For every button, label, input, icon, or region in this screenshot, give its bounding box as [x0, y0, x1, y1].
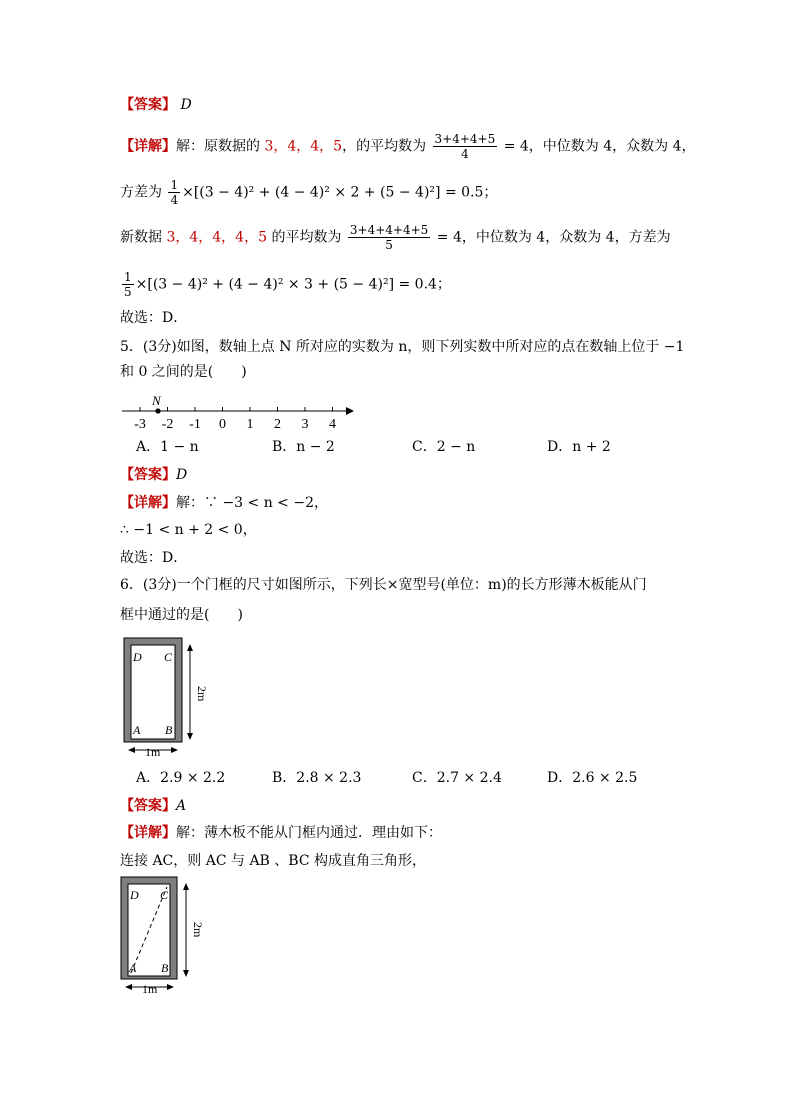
number-line-figure — [118, 392, 358, 432]
label-a: A — [129, 961, 137, 975]
axis-tick-label: 3 — [301, 417, 309, 432]
detail-tag: 【详解】 — [120, 138, 176, 155]
width-arrow-right — [171, 747, 178, 753]
q6-option-b: B．2.8 × 2.3 — [272, 770, 362, 786]
label-d: D — [130, 888, 139, 902]
q6-detail-line1: 【详解】解：薄木板不能从门框内通过．理由如下： — [120, 825, 442, 841]
q4-detail-line1: 【详解】解：原数据的 3，4，4，5，的平均数为 $\frac{3+4+4+5}{4}$ = 4，中位数为 4，众数为 4， — [120, 132, 696, 161]
q5-detail-line2: ∴ −1 < n + 2 < 0， — [120, 522, 257, 538]
width-arrow-right — [167, 984, 174, 990]
height-arrow-bottom — [183, 970, 189, 977]
label-b: B — [161, 961, 169, 975]
q5-option-c: C．2 − n — [412, 439, 476, 455]
answer-tag: 【答案】 — [120, 97, 176, 113]
q6-option-d: D．2.6 × 2.5 — [547, 770, 638, 786]
point-n — [155, 408, 160, 413]
q6-detail-line2: 连接 AC，则 AC 与 AB 、BC 构成直角三角形， — [120, 853, 427, 869]
q6-stem-line1: 6．(3分)一个门框的尺寸如图所示，下列长×宽型号(单位：m)的长方形薄木板能从门 — [120, 577, 647, 593]
q5-choose: 故选：D． — [120, 550, 188, 566]
q5-stem-line1: 5．(3分)如图，数轴上点 N 所对应的实数为 n，则下列实数中所对应的点在数轴上位于 −1 — [120, 339, 685, 355]
width-arrow-left — [125, 984, 132, 990]
q6-option-a: A．2.9 × 2.2 — [136, 770, 226, 786]
label-c: C — [164, 650, 173, 664]
label-a: A — [133, 723, 141, 737]
width-arrow-left — [128, 747, 135, 753]
axis-tick-label: 0 — [219, 417, 226, 432]
door-frame-diagonal-figure — [116, 874, 216, 998]
var1-fraction: $\frac{1}{4}$ — [170, 178, 179, 207]
q6-stem-line2: 框中通过的是( ) — [120, 607, 243, 623]
orig-data: 3，4，4，5 — [264, 138, 343, 155]
axis-tick-label: 4 — [329, 417, 336, 432]
door-frame-figure — [118, 634, 218, 762]
orig-mean-fraction: $\frac{3+4+4+5}{4}$ — [434, 132, 496, 161]
q5-option-a: A．1 − n — [136, 439, 199, 455]
q4-choose: 故选：D． — [120, 310, 188, 326]
q6-answer-line: 【答案】A — [120, 798, 187, 814]
axis-tick-label: 2 — [274, 417, 281, 432]
q5-stem-line2: 和 0 之间的是( ) — [120, 364, 247, 380]
label-d: D — [133, 650, 142, 664]
var2-fraction: $\frac{1}{5}$ — [124, 270, 132, 299]
axis-tick-label: -2 — [161, 417, 174, 432]
q5-answer-line: 【答案】D — [120, 467, 188, 483]
point-n-label: N — [152, 393, 161, 408]
answer-value: D — [180, 97, 192, 113]
axis-arrow — [346, 407, 354, 415]
q5-option-b: B．n − 2 — [272, 439, 335, 455]
height-arrow-top — [183, 883, 189, 890]
height-arrow-bottom — [187, 733, 193, 740]
q4-variance1-line: 方差为 $\frac{1}{4}$ ×[(3 − 4)² + (4 − 4)² × 2 + (5 − 4)²] = 0.5； — [120, 178, 498, 207]
q4-new-data-line: 新数据 3，4，4，4，5 的平均数为 $\frac{3+4+4+4+5}{5}$ = 4，中位数为 4，众数为 4，方差为 — [120, 223, 671, 252]
new-data: 3，4，4，4，5 — [166, 229, 267, 246]
height-arrow-top — [187, 644, 193, 651]
height-label: 2m — [195, 686, 209, 702]
axis-tick-label: 1 — [246, 417, 254, 432]
q4-answer-line — [120, 95, 192, 115]
q4-variance2-line: $\frac{1}{5}$ ×[(3 − 4)² + (4 − 4)² × 3 + (5 − 4)²] = 0.4； — [124, 270, 451, 299]
q6-option-c: C．2.7 × 2.4 — [412, 770, 502, 786]
q5-detail-line1: 【详解】解：∵ −3 < n < −2， — [120, 495, 329, 511]
axis-tick-label: -1 — [189, 417, 201, 432]
width-label: 1m — [145, 745, 161, 759]
height-label: 2m — [191, 922, 205, 938]
label-b: B — [165, 723, 173, 737]
label-c: C — [160, 888, 169, 902]
new-mean-fraction: $\frac{3+4+4+4+5}{5}$ — [349, 223, 429, 252]
axis-tick-label: -3 — [134, 417, 146, 432]
q5-option-d: D．n + 2 — [547, 439, 611, 455]
width-label: 1m — [142, 982, 158, 996]
